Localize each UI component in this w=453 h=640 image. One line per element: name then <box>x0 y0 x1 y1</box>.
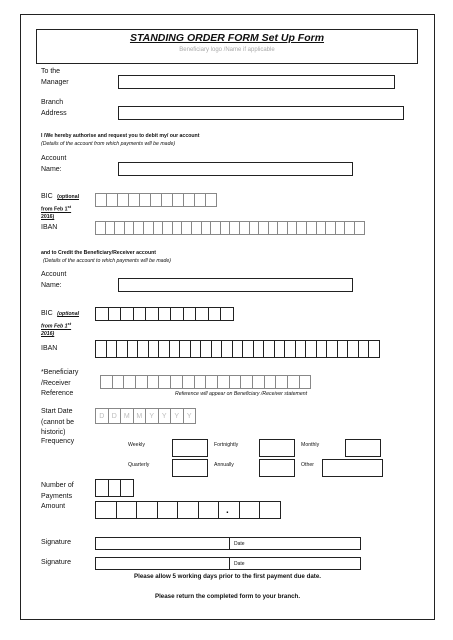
freq-other-label: Other <box>301 462 314 468</box>
start-date-cell[interactable]: M <box>133 408 147 424</box>
credit-bic-cell[interactable] <box>145 307 159 321</box>
debit-bic-cells <box>95 193 216 207</box>
freq-quarterly-label: Quarterly <box>128 462 150 468</box>
credit-bic-cell[interactable] <box>108 307 122 321</box>
amount-cell[interactable] <box>136 501 158 519</box>
freq-weekly-label: Weekly <box>128 442 145 448</box>
freq-monthly-box[interactable] <box>345 439 381 457</box>
date-field-1[interactable] <box>229 537 361 550</box>
amount-cell[interactable] <box>157 501 179 519</box>
num-payments-cell[interactable] <box>95 479 109 497</box>
manager-field[interactable] <box>118 75 395 89</box>
reference-cell[interactable] <box>299 375 312 389</box>
debit-iban-cells <box>95 221 364 235</box>
debit-iban-label: IBAN <box>41 224 58 231</box>
debit-heading: I /We hereby authorise and request you to debit my/ our account <box>41 133 200 139</box>
date-label-1: Date <box>234 541 245 547</box>
credit-bic-cell[interactable] <box>220 307 234 321</box>
credit-iban-cell[interactable] <box>368 340 380 358</box>
amount-cell[interactable] <box>95 501 117 519</box>
credit-bic-cell[interactable] <box>158 307 172 321</box>
amount-cell[interactable] <box>239 501 261 519</box>
credit-bic-cell[interactable] <box>195 307 209 321</box>
frequency-label: Frequency <box>41 438 75 445</box>
debit-account-name-field[interactable] <box>118 162 353 176</box>
freq-weekly-box[interactable] <box>172 439 208 457</box>
credit-iban-cells <box>95 340 379 358</box>
start-date-cell[interactable]: Y <box>183 408 197 424</box>
num-payments-cell[interactable] <box>120 479 134 497</box>
signature-field-1[interactable] <box>95 537 230 550</box>
start-date-cells <box>95 408 195 424</box>
debit-iban-cell[interactable] <box>354 221 365 235</box>
reference-label: *Beneficiary /Receiver Reference <box>41 369 79 397</box>
start-date-cell[interactable]: Y <box>145 408 159 424</box>
branch-label: Branch Address <box>41 99 67 117</box>
start-date-cell[interactable]: M <box>120 408 134 424</box>
start-date-cell[interactable]: D <box>95 408 109 424</box>
freq-annually-box[interactable] <box>259 459 295 477</box>
num-payments-cells <box>95 479 133 497</box>
credit-heading: and to Credit the Beneficiary/Receiver account <box>41 250 157 256</box>
signature-label-1: Signature <box>41 539 71 546</box>
freq-monthly-label: Monthly <box>301 442 320 448</box>
payments-label: Number of Payments Amount <box>41 482 74 510</box>
credit-bic-cell[interactable] <box>120 307 134 321</box>
footer-note-1: Please allow 5 working days prior to the first payment due date. <box>133 573 322 580</box>
amount-cell[interactable] <box>116 501 138 519</box>
amount-cell[interactable] <box>198 501 220 519</box>
reference-note: Reference will appear on Beneficiary /Receiver statement <box>175 391 308 397</box>
branch-address-field[interactable] <box>118 106 404 120</box>
date-field-2[interactable] <box>229 557 361 570</box>
credit-bic-cell[interactable] <box>183 307 197 321</box>
debit-bic-label: BIC (optional from Feb 1st 2016) <box>41 193 80 220</box>
credit-account-name-field[interactable] <box>118 278 353 292</box>
debit-note: (Details of the account from which payments will be made) <box>41 141 176 147</box>
start-date-cell[interactable]: Y <box>158 408 172 424</box>
reference-cells <box>100 375 310 389</box>
start-date-label: Start Date (cannot be historic) <box>41 408 75 436</box>
freq-other-field[interactable] <box>322 459 383 477</box>
signature-label-2: Signature <box>41 559 71 566</box>
num-payments-cell[interactable] <box>108 479 122 497</box>
freq-annually-label: Annually <box>214 462 234 468</box>
credit-bic-cell[interactable] <box>133 307 147 321</box>
credit-account-name-label: Account Name: <box>41 271 67 289</box>
credit-bic-cell[interactable] <box>170 307 184 321</box>
credit-bic-cell[interactable] <box>208 307 222 321</box>
credit-bic-cells <box>95 307 233 321</box>
date-label-2: Date <box>234 561 245 567</box>
decimal-point: . <box>226 505 229 516</box>
credit-bic-label: BIC (optional from Feb 1st 2016) <box>41 310 80 337</box>
credit-iban-label: IBAN <box>41 345 58 352</box>
start-date-cell[interactable]: D <box>108 408 122 424</box>
footer-note-2: Please return the completed form to your branch. <box>154 593 301 600</box>
form-title: STANDING ORDER FORM Set Up Form <box>129 32 325 44</box>
amount-cell[interactable] <box>177 501 199 519</box>
freq-fortnightly-box[interactable] <box>259 439 295 457</box>
amount-cells <box>95 501 280 519</box>
freq-quarterly-box[interactable] <box>172 459 208 477</box>
freq-fortnightly-label: Fortnightly <box>214 442 239 448</box>
manager-label: To the Manager <box>41 68 69 86</box>
start-date-cell[interactable]: Y <box>170 408 184 424</box>
debit-bic-cell[interactable] <box>205 193 217 207</box>
signature-field-2[interactable] <box>95 557 230 570</box>
debit-account-name-label: Account Name: <box>41 155 67 173</box>
credit-note: (Details of the account to which payments will be made) <box>43 258 172 264</box>
credit-bic-cell[interactable] <box>95 307 109 321</box>
amount-cell[interactable] <box>259 501 281 519</box>
form-subtitle: Beneficiary logo /Name if applicable <box>179 47 275 53</box>
